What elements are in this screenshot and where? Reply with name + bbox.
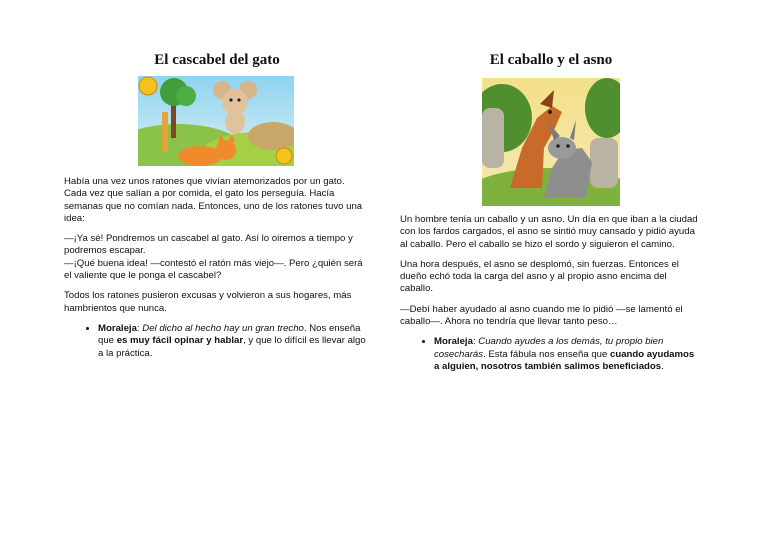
paragraph: Un hombre tenía un caballo y un asno. Un día en que iban a la ciudad con los fardos cargados, el asno se sintió muy cansado y pidió ayuda al caballo. Pero el caballo se hizo el sordo y siguieron el camino. bbox=[400, 214, 698, 250]
cat-mouse-illustration bbox=[138, 76, 294, 166]
horse-donkey-illustration bbox=[482, 78, 620, 206]
moral-label: Moraleja bbox=[98, 322, 137, 334]
fable-text bbox=[64, 176, 370, 360]
moral-quote: Cuando ayudes a los demás, tu propio bien cosecharás bbox=[434, 336, 664, 360]
moral-label: Moraleja bbox=[434, 336, 473, 348]
fable-title: El cascabel del gato bbox=[154, 52, 280, 68]
moral-item: • Moraleja: Cuando ayudes a los demás, tu propio bien cosecharás. Esta fábula nos enseña que cuando ayudamos a alguien, nosotros también salimos beneficiados. bbox=[434, 336, 702, 373]
paragraph: —Debí haber ayudado al asno cuando me lo pidió —se lamentó el caballo—. Ahora no tendría que llevar tanto peso… bbox=[400, 303, 683, 328]
paragraph: Había una vez unos ratones que vivían atemorizados por un gato. Cada vez que salían a por comida, el gato los perseguía. Hacía semanas que no comían nada. Entonces, uno de los ratones tuvo una idea: bbox=[64, 176, 363, 224]
paragraph: Todos los ratones pusieron excusas y volvieron a sus hogares, más hambrientos que nunca. bbox=[64, 290, 352, 314]
moral-emphasis: cuando ayudamos a alguien, nosotros también salimos beneficiados bbox=[434, 348, 695, 372]
fable-title: El caballo y el asno bbox=[489, 52, 613, 68]
paragraph: —¡Ya sé! Pondremos un cascabel al gato. Así lo oiremos a tiempo y podremos escapar. bbox=[64, 233, 353, 257]
moral-item: • Moraleja: Del dicho al hecho hay un gran trecho. Nos enseña que es muy fácil opinar y hablar, y que lo difícil es llevar algo a la práctica. bbox=[98, 323, 370, 360]
moral-quote: Del dicho al hecho hay un gran trecho bbox=[142, 322, 304, 334]
fable-text bbox=[400, 214, 702, 373]
moral-list bbox=[64, 323, 370, 360]
moral-emphasis: es muy fácil opinar y hablar bbox=[116, 335, 244, 347]
moral-list bbox=[400, 336, 702, 373]
paragraph: —¡Qué buena idea! —contestó el ratón más viejo—. Pero ¿quién será el valiente que le ponga el cascabel? bbox=[64, 257, 363, 282]
paragraph: Una hora después, el asno se desplomó, sin fuerzas. Entonces el dueño echó toda la carga del asno y al propio asno encima del caballo. bbox=[400, 258, 679, 295]
